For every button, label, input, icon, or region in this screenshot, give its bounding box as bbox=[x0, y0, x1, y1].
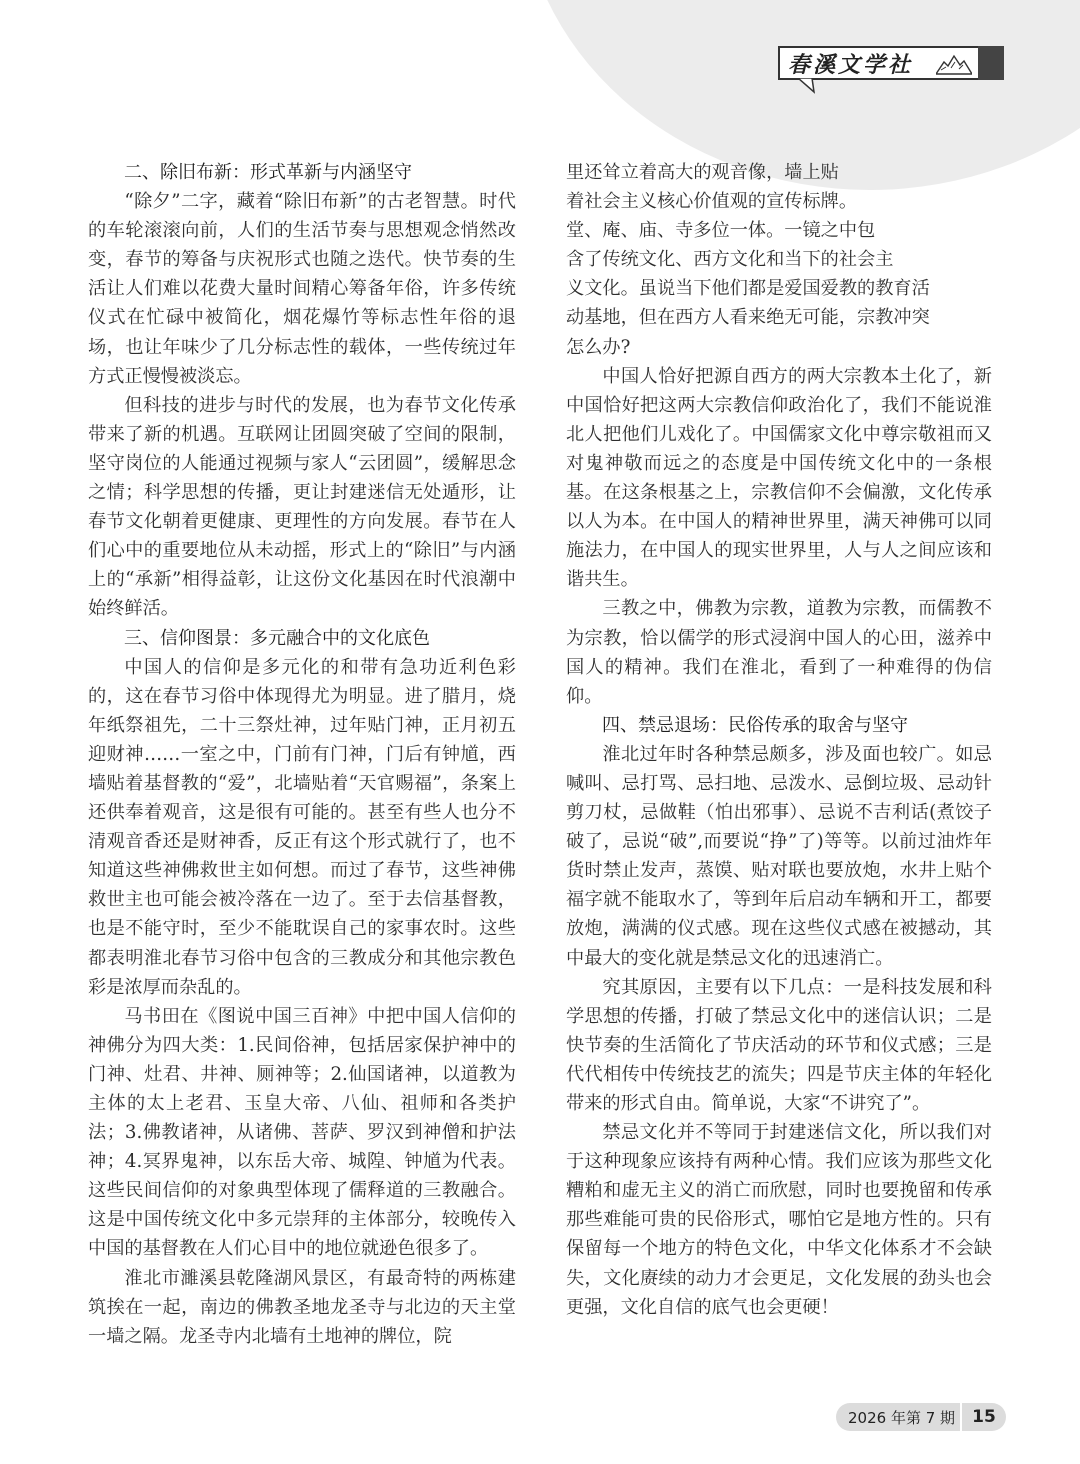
body-paragraph: 淮北市濉溪县乾隆湖风景区，有最奇特的两栋建筑挨在一起，南边的佛教圣地龙圣寺与北边的天主堂一墙之隔。龙圣寺内北墙有土地神的牌位，院 bbox=[88, 1267, 516, 1347]
issue-footer bbox=[836, 1403, 1006, 1431]
opening-line: 含了传统文化、西方文化和当下的社会主 bbox=[566, 249, 894, 271]
masthead-tab bbox=[978, 46, 1004, 80]
body-paragraph: 中国人的信仰是多元化的和带有急功近利色彩的，这在春节习俗中体现得尤为明显。进了腊月，烧年纸祭祖先，二十三祭灶神，过年贴门神，正月初五迎财神……一室之中，门前有门神，门后有钟馗，西墙贴着基督教的“爱”，北墙贴着“天官赐福”，条案上还供奉着观音，这是很有可能的。甚至有些人也分不清观音香还是财神香，反正有这个形式就行了，也不知道这些神佛救世主如何想。而过了春节，这些神佛救世主也可能会被冷落在一边了。至于去信基督教，也是不能守时，至少不能耽误自己的家事农时。这些都表明淮北春节习俗中包含的三教成分和其他宗教色彩是浓厚而杂乱的。 bbox=[88, 656, 516, 998]
body-paragraph: 禁忌文化并不等同于封建迷信文化，所以我们对于这种现象应该持有两种心情。我们应该为那些文化糟粕和虚无主义的消亡而欣慰，同时也要挽留和传承那些难能可贵的民俗形式，哪怕它是地方性的。只有保留每一个地方的特色文化，中华文化体系才不会缺失，文化赓续的动力才会更足，文化发展的劲头也会更强，文化自信的底气也会更硬！ bbox=[566, 1122, 992, 1318]
body-paragraph: 但科技的进步与时代的发展，也为春节文化传承带来了新的机遇。互联网让团圆突破了空间的限制，坚守岗位的人能通过视频与家人“云团圆”，缓解思念之情；科学思想的传播，更让封建迷信无处遁形，让春节文化朝着更健康、更理性的方向发展。春节在人们心中的重要地位从未动摇，形式上的“除旧”与内涵上的“承新”相得益彰，让这份文化基因在时代浪潮中始终鲜活。 bbox=[88, 394, 516, 620]
mountain-icon bbox=[936, 53, 972, 75]
section-heading: 二、除旧布新：形式革新与内涵坚守 bbox=[124, 162, 412, 183]
body-paragraph: 三教之中，佛教为宗教，道教为宗教，而儒教不为宗教，恰以儒学的形式浸润中国人的心田，滋养中国人的精神。我们在淮北，看到了一种难得的伪信仰。 bbox=[566, 598, 992, 707]
magazine-masthead bbox=[778, 46, 1004, 80]
opening-line: 里还耸立着高大的观音像，墙上贴 bbox=[566, 162, 839, 183]
opening-line: 义文化。虽说当下他们都是爱国爱教的教育活 bbox=[566, 278, 930, 300]
opening-line: 动基地，但在西方人看来绝无可能，宗教冲突 bbox=[566, 307, 930, 329]
body-paragraph: 究其原因，主要有以下几点：一是科技发展和科学思想的传播，打破了禁忌文化中的迷信认识；二是快节奏的生活简化了节庆活动的环节和仪式感；三是代代相传中传统技艺的流失；四是节庆主体的年轻化带来的形式自由。简单说，大家“不讲究了”。 bbox=[566, 976, 992, 1114]
section-heading: 三、信仰图景：多元融合中的文化底色 bbox=[124, 627, 430, 649]
body-paragraph: 淮北过年时各种禁忌颇多，涉及面也较广。如忌喊叫、忌打骂、忌扫地、忌泼水、忌倒垃圾、忌动针剪刀杖，忌做鞋（怕出邪事）、忌说不吉利话(煮饺子破了，忌说“破”,而要说“挣”了)等等。以前过油炸年货时禁止发声，蒸馍、贴对联也要放炮，水井上贴个福字就不能取水了，等到年后启动车辆和开工，都要放炮，满满的仪式感。现在这些仪式感在被撼动，其中最大的变化就是禁忌文化的迅速消亡。 bbox=[566, 743, 992, 969]
body-paragraph: “除夕”二字，藏着“除旧布新”的古老智慧。时代的车轮滚滚向前，人们的生活节奏与思想观念悄然改变，春节的筹备与庆祝形式也随之迭代。快节奏的生活让人们难以花费大量时间精心筹备年俗，许多传统仪式在忙碌中被简化，烟花爆竹等标志性年俗的退场，也让年味少了几分标志性的载体，一些传统过年方式正慢慢被淡忘。 bbox=[88, 191, 516, 387]
magazine-title: 春溪文学社 bbox=[788, 51, 914, 78]
opening-line: 怎么办? bbox=[566, 336, 631, 358]
right-column-opening bbox=[566, 158, 992, 362]
section-heading: 四、禁忌退场：民俗传承的取舍与坚守 bbox=[602, 714, 908, 736]
body-paragraph: 马书田在《图说中国三百神》中把中国人信仰的神佛分为四大类：1.民间俗神，包括居家保护神中的门神、灶君、井神、厕神等；2.仙国诸神，以道教为主体的太上老君、玉皇大帝、八仙、祖师和各类护法；3.佛教诸神，从诸佛、菩萨、罗汉到神僧和护法神；4.冥界鬼神，以东岳大帝、城隍、钟馗为代表。这些民间信仰的对象典型体现了儒释道的三教融合。这是中国传统文化中多元崇拜的主体部分，较晚传入中国的基督教在人们心目中的地位就逊色很多了。 bbox=[88, 1005, 516, 1260]
right-column bbox=[566, 158, 992, 1322]
page-number: 15 bbox=[960, 1403, 1006, 1431]
body-paragraph: 中国人恰好把源自西方的两大宗教本土化了，新中国恰好把这两大宗教信仰政治化了，我们不能说淮北人把他们儿戏化了。中国儒家文化中尊宗敬祖而又对鬼神敬而远之的态度是中国传统文化中的一条根基。在这条根基之上，宗教信仰不会偏激，文化传承以人为本。在中国人的精神世界里，满天神佛可以同施法力，在中国人的现实世界里，人与人之间应该和谐共生。 bbox=[566, 365, 992, 591]
opening-line: 着社会主义核心价值观的宣传标牌。 bbox=[566, 191, 858, 213]
left-column bbox=[88, 158, 516, 1351]
masthead-pointer bbox=[798, 78, 818, 94]
opening-line: 堂、庵、庙、寺多位一体。一镜之中包 bbox=[566, 220, 876, 242]
issue-label: 2026 年第 7 期 bbox=[848, 1408, 956, 1427]
